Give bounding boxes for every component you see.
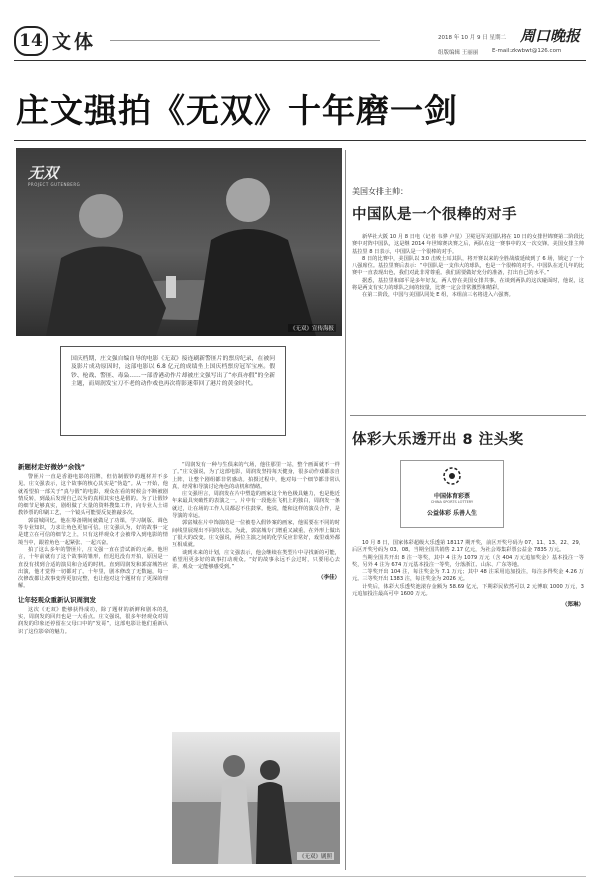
film-para: 郭富城在片中饰演的是一位被卷入假钞案的画家，他需要在不同的时间线里展现出不同的状态。为此，郭富城专门增重又减重，在外形上做出了很大的改变。庄文强说，两位主演之间的化学反应非常好，戏里戏外都互相成就。 <box>172 520 340 549</box>
film-para: 这次《无双》能够获得成功，除了题材的新鲜和剧本的扎实，周润发的回归也是一大看点。庄文强说，很多年轻观众对周润发的印象还停留在父母口中的“发哥”，这部电影让他们重新认识了这位影帝的魅力。 <box>18 606 168 635</box>
lottery-para: 二等奖开出 104 注，每注奖金为 7.1 万元；其中 48 注采用追加投注，每注多得奖金 4.26 万元。三等奖开出 1383 注，每注奖金为 2026 元。 <box>352 569 584 583</box>
film-poster-photo <box>16 148 342 336</box>
lottery-byline: （郑琳） <box>561 602 584 609</box>
film-para: 拍了这么多年的警匪片，庄文强一直在尝试新的元素。他坦言，十年前就有了这个故事的雏形，但迟迟没有开拍，原因是一直没有找到合适的演员和合适的时机。直到周润发和郭富城答应出演，他才觉得一切都对了。十年里，剧本修改了无数遍，每一次修改都让故事变得更加完整，也让他对这个题材有了更深的理解。 <box>18 546 168 590</box>
film-para: 谈到未来的计划，庄文强表示，他会继续在类型片中寻找新的可能，希望用更多好的故事打动观众。“好的故事永远不会过时，只要用心去讲，观众一定能够感受到。” <box>172 549 340 571</box>
lottery-para: 10 月 8 日，国家体彩超级大乐透第 18117 期开奖，前区开奖号码为 07、11、13、22、29，后区开奖号码为 03、08。当期全国共销售 2.17 亿元，为社会筹集彩票公益金 7835 万元。 <box>352 540 584 554</box>
film-para: 郭富城回忆，他在筹备期间就做足了功课，学习制版、调色等专业知识，力求让角色更加可信。庄文强认为，好的故事一定是建立在可信的细节之上，只有这样观众才会被带入到电影的情境当中，跟着角色一起紧张、一起兴奋。 <box>18 517 168 546</box>
page-number-badge <box>14 26 48 56</box>
still-caption: 《无双》剧照 <box>298 854 332 860</box>
film-still-illustration <box>16 148 342 336</box>
page-header <box>0 0 600 60</box>
poster-logo: 无双 <box>28 164 59 182</box>
section-label: 文体 <box>52 31 97 53</box>
date-line: 2018 年 10 月 9 日 星期二 <box>438 35 506 41</box>
page-bottom-rule <box>14 876 586 877</box>
lottery-slogan: 公益体彩 乐善人生 <box>426 510 478 517</box>
lottery-logo-box <box>400 460 504 528</box>
film-para: 警匪片一直是香港电影的招牌，但仿制假钞的题材并不多见。庄文强表示，这个故事的核心其实是“伪造”。从一开始，他就希望拍一部关于“真与假”的电影，观众在看的时候会不断被剧情反转，到最后发现自己以为的真相其实也是假的。为了让假钞的细节足够真实，剧组做了大量的资料搜集工作，向专业人士请教钞票的印刷工艺，一个镜头可能要反复推敲多次。 <box>18 474 168 517</box>
lottery-star-icon <box>441 466 463 486</box>
page-number: 14 <box>19 31 43 51</box>
editor-line: 组版编辑 王丽丽 <box>438 50 479 56</box>
header-rule <box>14 60 586 61</box>
header-rule-left <box>110 40 380 41</box>
lottery-logo-cn: 中国体育彩票 <box>433 493 470 500</box>
summary-text: 国庆档期，庄文强自编自导的电影《无双》接连刷新警匪片的票房纪录，在被问及影片成功原因时，这部电影以 6.8 亿元的成绩坐上国庆档票房冠军宝座。假钞、枪战、警匪、毒枭……一部香港动作片却被庄文强写出了“亦真亦假”的全新主题，而周润发宝刀不老的动作戏也再次将影迷带回了港片的黄金时代。 <box>71 356 275 387</box>
poster-caption: 《无双》宣传海报 <box>289 326 334 332</box>
lottery-logo-en: CHINA SPORTS LOTTERY <box>430 500 474 504</box>
volley-kicker: 美国女排主帅： <box>352 187 408 196</box>
volley-para: 在第二阶段，中国与美国队同处 E 组，本组前三名将进入六强赛。 <box>362 292 514 299</box>
film-still-photo <box>172 732 340 864</box>
film-article-left <box>18 462 168 636</box>
summary-box <box>60 346 286 436</box>
film-para: 庄文强坦言，周润发在片中塑造的画家这个角色极具魅力，也是他近年来最具突破性的表演之一。片中有一段他在飞机上的独白，周润发一条就过，让在场的工作人员都忍不住鼓掌。他说，能和这样的演员合作，是导演的幸运。 <box>172 491 340 520</box>
masthead-logo: 周口晚报 <box>520 27 581 45</box>
lottery-headline: 体彩大乐透开出 8 注头奖 <box>352 432 524 448</box>
main-headline: 庄文强拍《无双》十年磨一剑 <box>16 91 458 130</box>
film-still-figures <box>172 732 340 864</box>
headline-rule <box>14 140 586 141</box>
volley-headline: 中国队是一个很棒的对手 <box>352 207 517 223</box>
email-line: E-mail:zkwbwt@126.com <box>492 48 562 54</box>
volley-para: 新华社大阪 10 月 8 日电（记者 韦骅 卢星）卫冕冠军美国队将在 10 日的女排世锦赛第二阶段比赛中对阵中国队，这是继 2014 年世锦赛决赛之后，两队在这一赛事中的又一次交锋。美国女排主帅基拉里 8 日表示，中国队是一个很棒的对手。 <box>352 234 584 255</box>
film-para: “周润发有一种与生俱来的气场，他往那里一站，整个画面就不一样了。”庄文强说，为了这部电影，周润发坚持每天健身，很多动作戏都亲自上阵，让整个剧组都非常感动。拍摄过程中，他对每一个细节都非常认真，经常和导演讨论角色的动机和情绪。 <box>172 462 340 490</box>
poster-subtitle: PROJECT GUTENBERG <box>28 182 81 187</box>
film-byline: （李佳） <box>317 575 340 582</box>
lottery-para: 当期全国共开出 8 注一等奖，其中 4 注为 1079 万元（含 404 万元追加奖金）基本投注一等奖，另外 4 注为 674 万元基本投注一等奖，分落浙江、山东、广东等地。 <box>352 554 584 568</box>
volleyball-article <box>352 186 584 300</box>
lottery-para: 计奖后，体彩大乐透奖池滚存金额为 58.69 亿元，下期彩民依然可以 2 元博取 1000 万元，3 元追加投注最高可中 1600 万元。 <box>352 583 584 598</box>
film-article-mid <box>172 462 340 581</box>
lottery-article <box>352 540 584 608</box>
film-subhead-1: 新题材走好微妙“余钱” <box>18 463 86 471</box>
volley-para: 8 日的比赛中，美国队以 3∶0 击败土耳其队，将开赛以来的全胜战绩延续到了 6 场，锁定了一个八强席位。基拉里赛后表示：“中国队是一支伟大的球队，也是一个很棒的对手。中国队在近几年的比赛中一直表现出色，我们对此非常尊重。我们需要做好充分的准备，打出自己的水平。” <box>352 255 584 277</box>
column-divider <box>345 150 346 870</box>
section-rule <box>350 415 586 416</box>
film-subhead-2: 让年轻观众重新认识周润发 <box>18 595 96 604</box>
volley-para: 据悉，基拉里和郎平是多年好友，两人曾在美国女排共事。在谈到两队的这次碰面时，他说，这将是两支有实力的球队之间的较量，比赛一定会非常激烈和精彩。 <box>352 277 584 292</box>
